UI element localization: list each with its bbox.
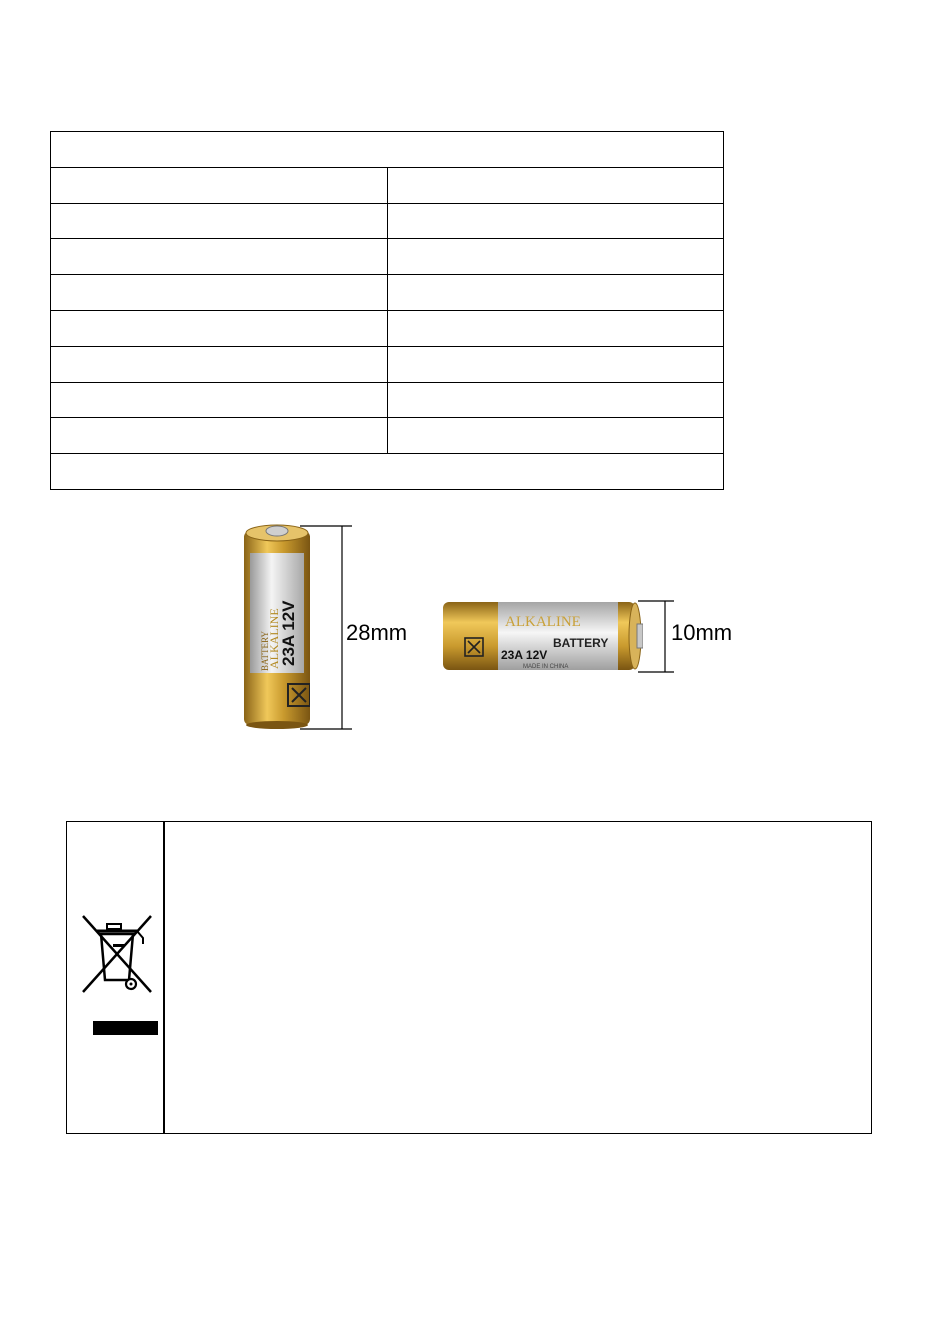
- spec-table-footer: [51, 454, 724, 490]
- crossed-out-wheelie-bin-icon: [81, 914, 153, 994]
- table-row: [51, 203, 724, 239]
- spec-label: [51, 167, 388, 203]
- spec-label: [51, 203, 388, 239]
- horizontal-brand-text: ALKALINE: [505, 614, 581, 630]
- vertical-type-text: BATTERY: [260, 630, 270, 671]
- spec-value: [387, 239, 724, 275]
- spec-table-title: [51, 132, 724, 168]
- spec-table: [50, 131, 724, 490]
- table-row: [51, 418, 724, 454]
- table-row: [51, 346, 724, 382]
- spec-value: [387, 418, 724, 454]
- spec-table-footer-row: [51, 454, 724, 490]
- spec-value: [387, 310, 724, 346]
- spec-label: [51, 310, 388, 346]
- vertical-brand-text: ALKALINE: [267, 608, 281, 669]
- table-row: [51, 382, 724, 418]
- disposal-notice: [66, 821, 872, 1134]
- vertical-model-text: 23A 12V: [279, 600, 298, 666]
- spec-label: [51, 418, 388, 454]
- spec-value: [387, 382, 724, 418]
- spec-value: [387, 167, 724, 203]
- horizontal-model-text: 23A 12V: [501, 648, 548, 662]
- spec-table-title-row: [51, 132, 724, 168]
- notice-divider: [163, 822, 165, 1133]
- table-row: [51, 167, 724, 203]
- table-row: [51, 310, 724, 346]
- height-label: 28mm: [346, 620, 408, 645]
- spec-label: [51, 275, 388, 311]
- spec-label: [51, 239, 388, 275]
- spec-value: [387, 275, 724, 311]
- horizontal-type-text: BATTERY: [553, 636, 609, 650]
- table-row: [51, 275, 724, 311]
- page-footer: [2, 1316, 182, 1324]
- diameter-dimension-line: [636, 600, 676, 674]
- spec-label: [51, 382, 388, 418]
- battery-horizontal-image: [443, 600, 643, 672]
- diameter-label: 10mm: [671, 620, 733, 645]
- horizontal-origin-text: MADE IN CHINA: [523, 664, 569, 670]
- disposal-underline-bar: [93, 1021, 158, 1035]
- battery-photos: [0, 500, 933, 760]
- table-row: [51, 239, 724, 275]
- spec-label: [51, 346, 388, 382]
- spec-value: [387, 203, 724, 239]
- spec-value: [387, 346, 724, 382]
